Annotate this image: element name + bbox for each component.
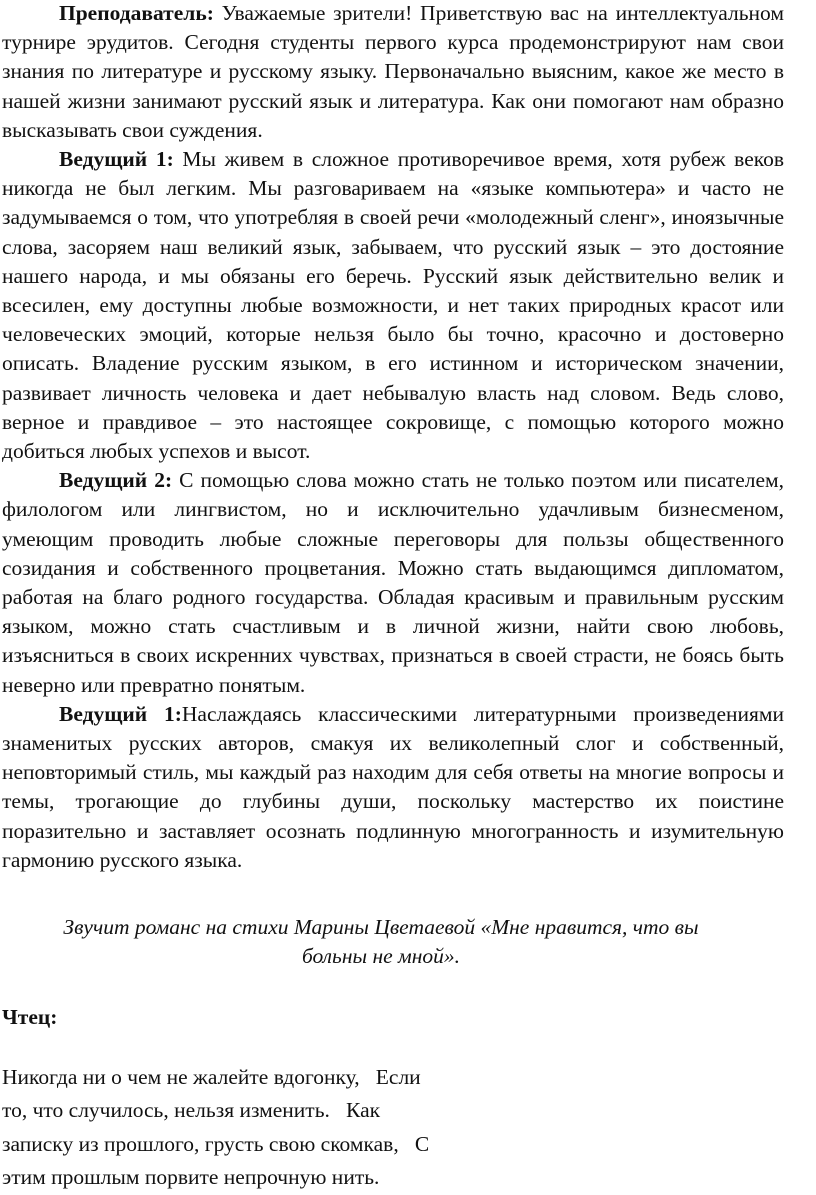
paragraph-text: Уважаемые зрители! Приветствую вас на интеллектуальном турнире эрудитов. Сегодня студенты первого курса продемонстрируют нам свои знания по литературе и русскому языку. Первоначально выясним, какое же место в нашей жизни занимают русский язык и литература. Как они помогают нам образно высказывать свои суждения. [2,1,784,142]
paragraph-host-1 [2,145,784,466]
poem-line: то, что случилось, нельзя изменить. Как [2,1098,381,1123]
poem-line: этим прошлым порвите непрочную нить. [2,1165,380,1190]
speaker-label: Ведущий 1: [59,147,174,172]
reader-label: Чтец: [2,1004,58,1029]
speaker-label: Ведущий 1: [59,701,182,726]
paragraph-text: С помощью слова можно стать не только поэтом или писателем, филологом или лингвистом, но и исключительно удачливым бизнесменом, умеющим проводить любые сложные переговоры для пользы общественного созидания и собственного процветания. Можно стать выдающимся дипломатом, работая на благо родного государства. Обладая красивым и правильным русским языком, можно стать счастливым и в личной жизни, найти свою любовь, изъясниться в своих искренних чувствах, признаться в своей страсти, не боясь быть неверно или превратно понятым. [2,468,784,697]
paragraph-host-1-second [2,700,784,875]
paragraph-text: Мы живем в сложное противоречивое время, хотя рубеж веков никогда не был легким. Мы разговариваем на «языке компьютера» и часто не задумываемся о том, что употребляя в своей речи «молодежный сленг», иноязычные слова, засоряем наш великий язык, забываем, что русский язык – это достояние нашего народа, и мы обязаны его беречь. Русский язык действительно велик и всесилен, ему доступны любые возможности, и нет таких природных красот или человеческих эмоций, которые нельзя было бы точно, красочно и достоверно описать. Владение русским языком, в его истинном и историческом значении, развивает личность человека и дает небывалую власть над словом. Ведь слово, верное и правдивое – это настоящее сокровище, с помощью которого можно добиться любых успехов и высот. [2,147,784,464]
speaker-label: Преподаватель: [59,1,214,25]
poem [2,1061,462,1195]
stage-direction: Звучит романс на стихи Марины Цветаевой «Мне нравится, что вы больны не мной». [63,915,699,969]
speaker-label: Ведущий 2: [59,468,173,493]
paragraph-host-2 [2,466,784,700]
paragraph-text: Наслаждаясь классическими литературными произведениями знаменитых русских авторов, смакуя их великолепный слог и собственный, неповторимый стиль, мы каждый раз находим для себя ответы на многие вопросы и темы, трогающие до глубины души, поскольку мастерство их поистине поразительно и заставляет осознать подлинную многогранность и изумительную гармонию русского языка. [2,701,784,872]
poem-line: записку из прошлого, грусть свою скомкав, С [2,1131,430,1156]
poem-line: Никогда ни о чем не жалейте вдогонку, Если [2,1064,421,1089]
paragraph-teacher [2,0,784,145]
